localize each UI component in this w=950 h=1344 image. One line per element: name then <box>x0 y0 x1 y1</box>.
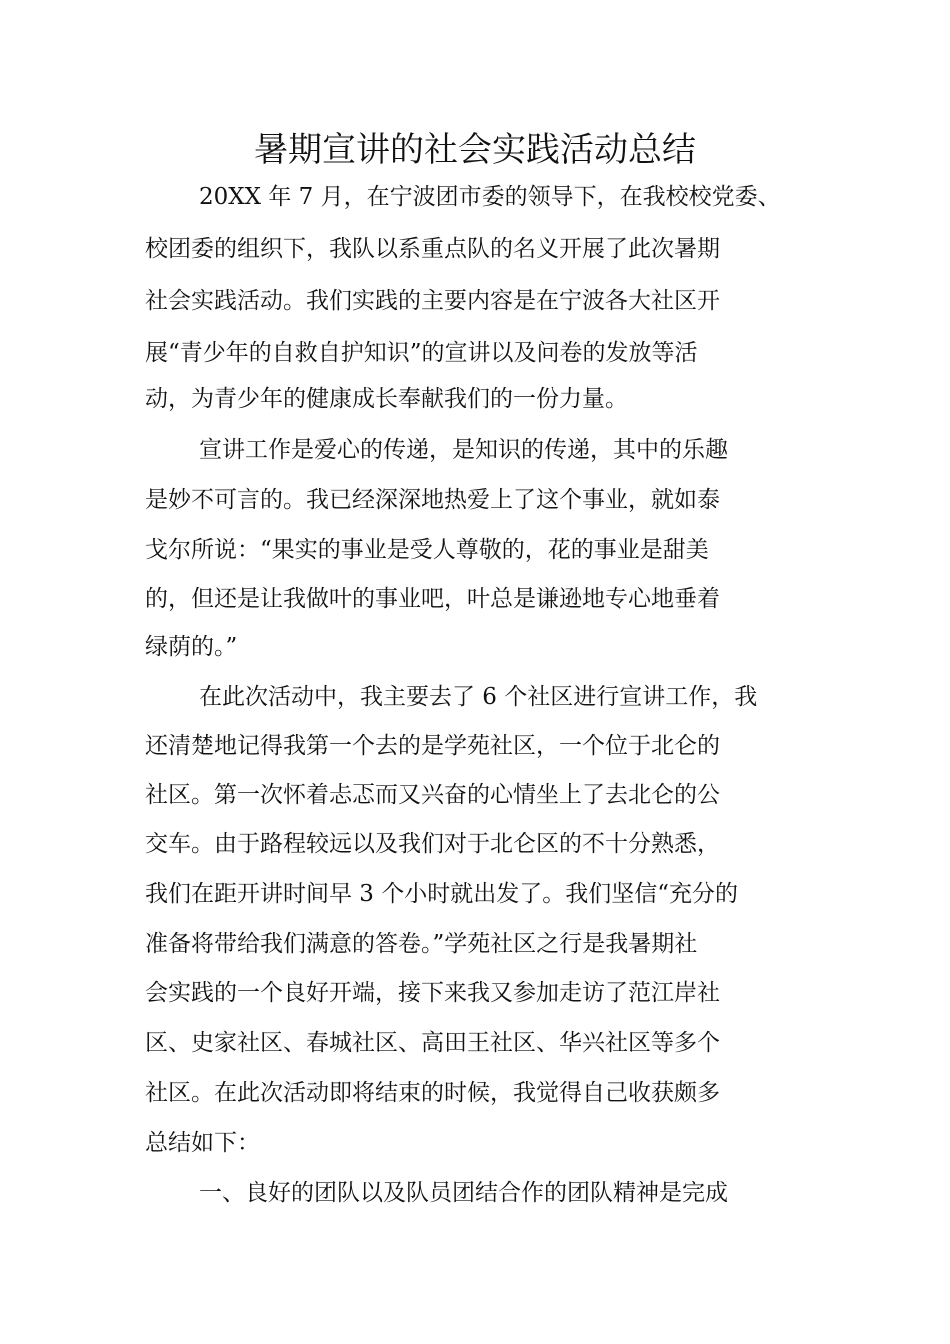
paragraph-3-line-3: 社区。第一次怀着忐忑而又兴奋的心情坐上了去北仑的公 <box>145 782 720 808</box>
paragraph-3-line-4: 交车。由于路程较远以及我们对于北仑区的不十分熟悉， <box>145 831 720 857</box>
document-title: 暑期宣讲的社会实践活动总结 <box>254 130 696 170</box>
paragraph-3-line-8: 区、史家社区、春城社区、高田王社区、华兴社区等多个 <box>145 1030 720 1056</box>
paragraph-1-line-2: 校团委的组织下，我队以系重点队的名义开展了此次暑期 <box>145 236 720 262</box>
paragraph-2-line-3: 戈尔所说：“果实的事业是受人尊敬的，花的事业是甜美 <box>145 537 709 563</box>
paragraph-3-line-9: 社区。在此次活动即将结束的时候，我觉得自己收获颇多 <box>145 1080 720 1106</box>
paragraph-2-line-1: 宣讲工作是爱心的传递，是知识的传递，其中的乐趣 <box>199 437 728 463</box>
paragraph-3-line-5: 我们在距开讲时间早 3 个小时就出发了。我们坚信“充分的 <box>145 881 739 907</box>
paragraph-1-line-1: 20XX 年 7 月，在宁波团市委的领导下，在我校校党委、 <box>199 184 781 210</box>
paragraph-1-line-5: 动，为青少年的健康成长奉献我们的一份力量。 <box>145 386 628 412</box>
paragraph-4-line-1: 一、良好的团队以及队员团结合作的团队精神是完成 <box>199 1180 728 1206</box>
paragraph-3-line-2: 还清楚地记得我第一个去的是学苑社区，一个位于北仑的 <box>145 733 720 759</box>
paragraph-2-line-4: 的，但还是让我做叶的事业吧，叶总是谦逊地专心地垂着 <box>145 586 720 612</box>
paragraph-3-line-7: 会实践的一个良好开端，接下来我又参加走访了范江岸社 <box>145 980 720 1006</box>
paragraph-2-line-2: 是妙不可言的。我已经深深地热爱上了这个事业，就如泰 <box>145 487 720 513</box>
paragraph-1-line-4: 展“青少年的自救自护知识”的宣讲以及问卷的发放等活 <box>145 340 698 366</box>
paragraph-3-line-10: 总结如下： <box>145 1130 260 1156</box>
paragraph-3-line-1: 在此次活动中，我主要去了 6 个社区进行宣讲工作，我 <box>199 684 758 710</box>
paragraph-3-line-6: 准备将带给我们满意的答卷。”学苑社区之行是我暑期社 <box>145 931 698 957</box>
paragraph-2-line-5: 绿荫的。” <box>145 634 238 660</box>
paragraph-1-line-3: 社会实践活动。我们实践的主要内容是在宁波各大社区开 <box>145 288 720 314</box>
